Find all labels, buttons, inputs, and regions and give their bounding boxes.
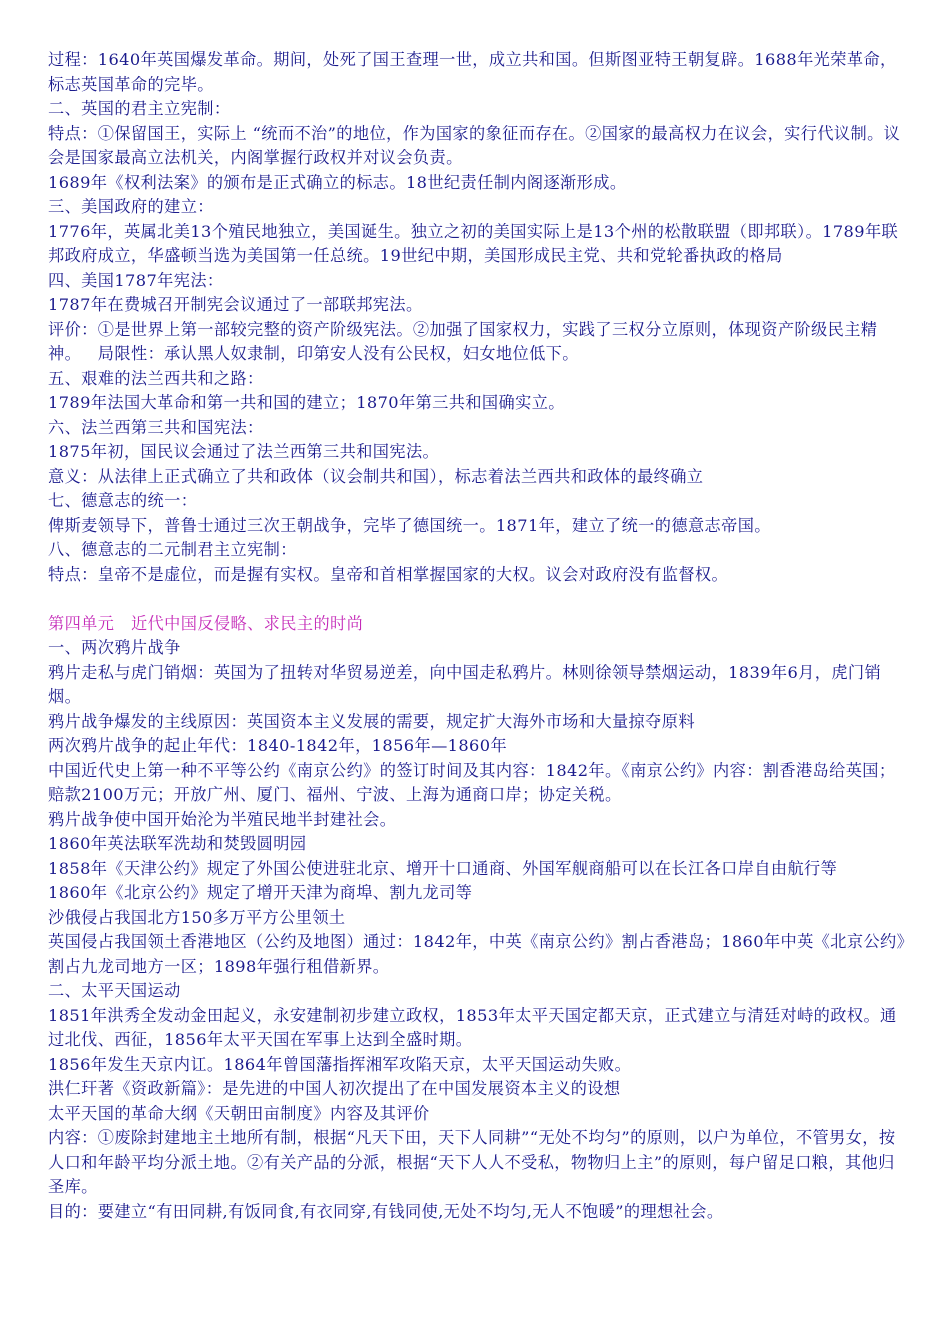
paragraph: 1875年初，国民议会通过了法兰西第三共和国宪法。 bbox=[48, 442, 440, 461]
paragraph: 俾斯麦领导下，普鲁士通过三次王朝战争，完毕了德国统一。1871年，建立了统一的德意志帝国。 bbox=[48, 515, 771, 535]
section-heading: 三、美国政府的建立： bbox=[48, 197, 214, 216]
unit-title: 第四单元 近代中国反侵略、求民主的时尚 bbox=[48, 613, 364, 633]
paragraph: 太平天国的革命大纲《天朝田亩制度》内容及其评价 bbox=[48, 1103, 430, 1123]
paragraph: 评价：①是世界上第一部较完整的资产阶级宪法。②加强了国家权力，实践了三权分立原则，体现资产阶级民主精神。 局限性：承认黑人奴隶制，印第安人没有公民权，妇女地位低下。 bbox=[48, 319, 878, 363]
section-heading: 二、英国的君主立宪制： bbox=[48, 99, 231, 118]
section-heading: 七、德意志的统一： bbox=[48, 491, 198, 510]
paragraph: 特点：皇帝不是虚位，而是握有实权。皇帝和首相掌握国家的大权。议会对政府没有监督权。 bbox=[48, 564, 729, 584]
paragraph: 1689年《权利法案》的颁布是正式确立的标志。18世纪责任制内阁逐渐形成。 bbox=[48, 172, 627, 192]
paragraph: 鸦片走私与虎门销烟：英国为了扭转对华贸易逆差，向中国走私鸦片。林则徐领导禁烟运动，1839年6月，虎门销烟。 bbox=[48, 662, 882, 706]
document-page bbox=[48, 48, 908, 1224]
section-heading: 四、美国1787年宪法： bbox=[48, 270, 224, 290]
paragraph: 中国近代史上第一种不平等公约《南京公约》的签订时间及其内容：1842年。《南京公约》内容：割香港岛给英国；赔款2100万元；开放广州、厦门、福州、宁波、上海为通商口岸；协定关税。 bbox=[48, 760, 896, 804]
paragraph: 洪仁玕著《资政新篇》：是先进的中国人初次提出了在中国发展资本主义的设想 bbox=[48, 1079, 621, 1098]
paragraph: 沙俄侵占我国北方150多万平方公里领土 bbox=[48, 907, 346, 927]
paragraph: 1789年法国大革命和第一共和国的建立；1870年第三共和国确实立。 bbox=[48, 393, 565, 412]
paragraph: 1856年发生天京内讧。1864年曾国藩指挥湘军攻陷天京，太平天国运动失败。 bbox=[48, 1054, 632, 1074]
paragraph: 1860年英法联军洗劫和焚毁圆明园 bbox=[48, 834, 307, 853]
paragraph: 意义：从法律上正式确立了共和政体（议会制共和国），标志着法兰西共和政体的最终确立 bbox=[48, 466, 704, 486]
section-heading: 二、太平天国运动 bbox=[48, 981, 181, 1000]
paragraph: 1851年洪秀全发动金田起义，永安建制初步建立政权，1853年太平天国定都天京，正式建立与清廷对峙的政权。通过北伐、西征，1856年太平天国在军事上达到全盛时期。 bbox=[48, 1005, 897, 1049]
paragraph: 鸦片战争使中国开始沦为半殖民地半封建社会。 bbox=[48, 809, 397, 829]
paragraph: 1860年《北京公约》规定了增开天津为商埠、割九龙司等 bbox=[48, 883, 473, 902]
paragraph: 两次鸦片战争的起止年代：1840-1842年，1856年—1860年 bbox=[48, 736, 508, 755]
section-heading: 五、艰难的法兰西共和之路： bbox=[48, 368, 264, 388]
paragraph: 目的：要建立“有田同耕,有饭同食,有衣同穿,有钱同使,无处不均匀,无人不饱暖”的理想社会。 bbox=[48, 1201, 724, 1221]
paragraph: 1776年，英属北美13个殖民地独立，美国诞生。独立之初的美国实际上是13个州的松散联盟（即邦联）。1789年联邦政府成立，华盛顿当选为美国第一任总统。19世纪中期，美国形成民主党、共和党轮番执政的格局 bbox=[48, 221, 899, 265]
section-heading: 六、法兰西第三共和国宪法： bbox=[48, 417, 264, 437]
blank-line bbox=[48, 587, 908, 612]
paragraph: 英国侵占我国领土香港地区（公约及地图）通过：1842年，中英《南京公约》割占香港岛；1860年中英《北京公约》割占九龙司地方一区；1898年强行租借新界。 bbox=[48, 932, 906, 976]
paragraph: 1858年《天津公约》规定了外国公使进驻北京、增开十口通商、外国军舰商船可以在长江各口岸自由航行等 bbox=[48, 858, 838, 878]
section-heading: 一、两次鸦片战争 bbox=[48, 638, 181, 657]
paragraph: 特点：①保留国王，实际上 “统而不治”的地位，作为国家的象征而存在。②国家的最高权力在议会，实行代议制。议会是国家最高立法机关，内阁掌握行政权并对议会负责。 bbox=[48, 123, 901, 167]
paragraph: 鸦片战争爆发的主线原因：英国资本主义发展的需要，规定扩大海外市场和大量掠夺原料 bbox=[48, 711, 695, 731]
paragraph: 内容：①废除封建地主土地所有制，根据“凡天下田，天下人同耕”“无处不均匀”的原则，以户为单位，不管男女，按人口和年龄平均分派土地。②有关产品的分派，根据“天下人人不受私，物物归上主”的原则，每户留足口粮，其他归圣库。 bbox=[48, 1128, 896, 1196]
paragraph: 过程：1640年英国爆发革命。期间，处死了国王查理一世，成立共和国。但斯图亚特王朝复辟。1688年光荣革命，标志英国革命的完毕。 bbox=[48, 50, 897, 94]
section-heading: 八、德意志的二元制君主立宪制： bbox=[48, 540, 297, 559]
paragraph: 1787年在费城召开制宪会议通过了一部联邦宪法。 bbox=[48, 295, 423, 314]
